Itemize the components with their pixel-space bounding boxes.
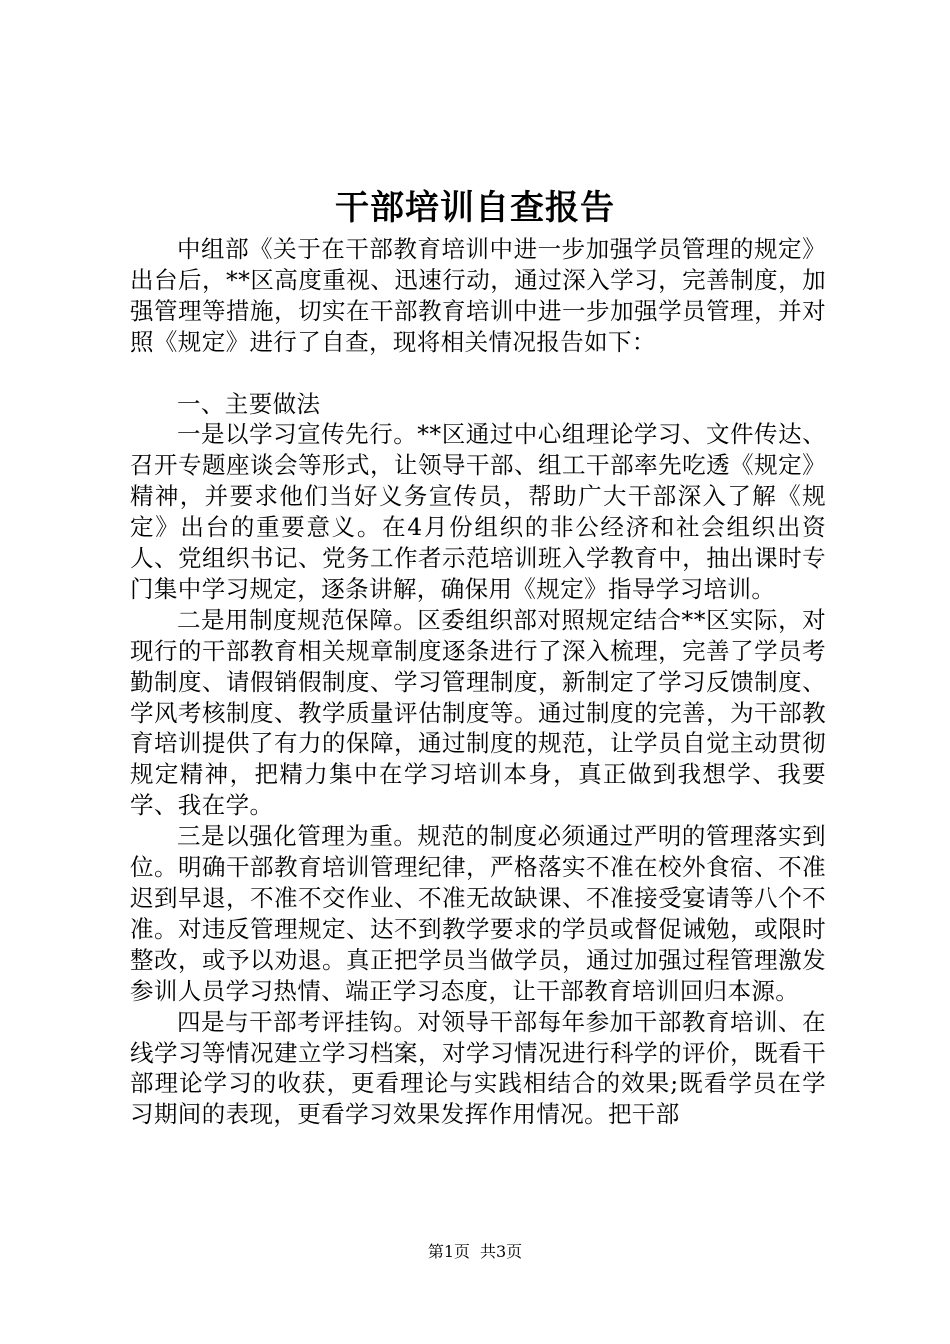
body-paragraph: 一是以学习宣传先行。**区通过中心组理论学习、文件传达、召开专题座谈会等形式，让领导干部、组工干部率先吃透《规定》精神，并要求他们当好义务宣传员，帮助广大干部深入了解《规定》出台的重要意义。在4月份组织的非公经济和社会组织出资人、党组织书记、党务工作者示范培训班入学教育中，抽出课时专门集中学习规定，逐条讲解，确保用《规定》指导学习培训。 (130, 420, 826, 603)
body-paragraph: 四是与干部考评挂钩。对领导干部每年参加干部教育培训、在线学习等情况建立学习档案，对学习情况进行科学的评价，既看干部理论学习的收获，更看理论与实践相结合的效果;既看学员在学习期间的表现，更看学习效果发挥作用情况。把干部 (130, 1007, 826, 1129)
intro-paragraph: 中组部《关于在干部教育培训中进一步加强学员管理的规定》出台后，**区高度重视、迅速行动，通过深入学习，完善制度，加强管理等措施，切实在干部教育培训中进一步加强学员管理，并对照《规定》进行了自查，现将相关情况报告如下： (130, 235, 826, 356)
section-heading: 一、主要做法 (177, 389, 321, 418)
document-body (130, 234, 826, 1130)
page-footer (0, 1240, 950, 1264)
body-paragraph: 二是用制度规范保障。区委组织部对照规定结合**区实际，对现行的干部教育相关规章制度逐条进行了深入梳理，完善了学员考勤制度、请假销假制度、学习管理制度，新制定了学习反馈制度、学风考核制度、教学质量评估制度等。通过制度的完善，为干部教育培训提供了有力的保障，通过制度的规范，让学员自觉主动贯彻规定精神，把精力集中在学习培训本身，真正做到我想学、我要学、我在学。 (130, 605, 826, 820)
page-number: 第1页 (427, 1242, 470, 1261)
page-total: 共3页 (480, 1242, 523, 1261)
document-title: 干部培训自查报告 (335, 188, 615, 228)
body-paragraph: 三是以强化管理为重。规范的制度必须通过严明的管理落实到位。明确干部教育培训管理纪律，严格落实不准在校外食宿、不准迟到早退，不准不交作业、不准无故缺课、不准接受宴请等八个不准。对违反管理规定、达不到教学要求的学员或督促诫勉，或限时整改，或予以劝退。真正把学员当做学员，通过加强过程管理激发参训人员学习热情、端正学习态度，让干部教育培训回归本源。 (130, 822, 826, 1005)
